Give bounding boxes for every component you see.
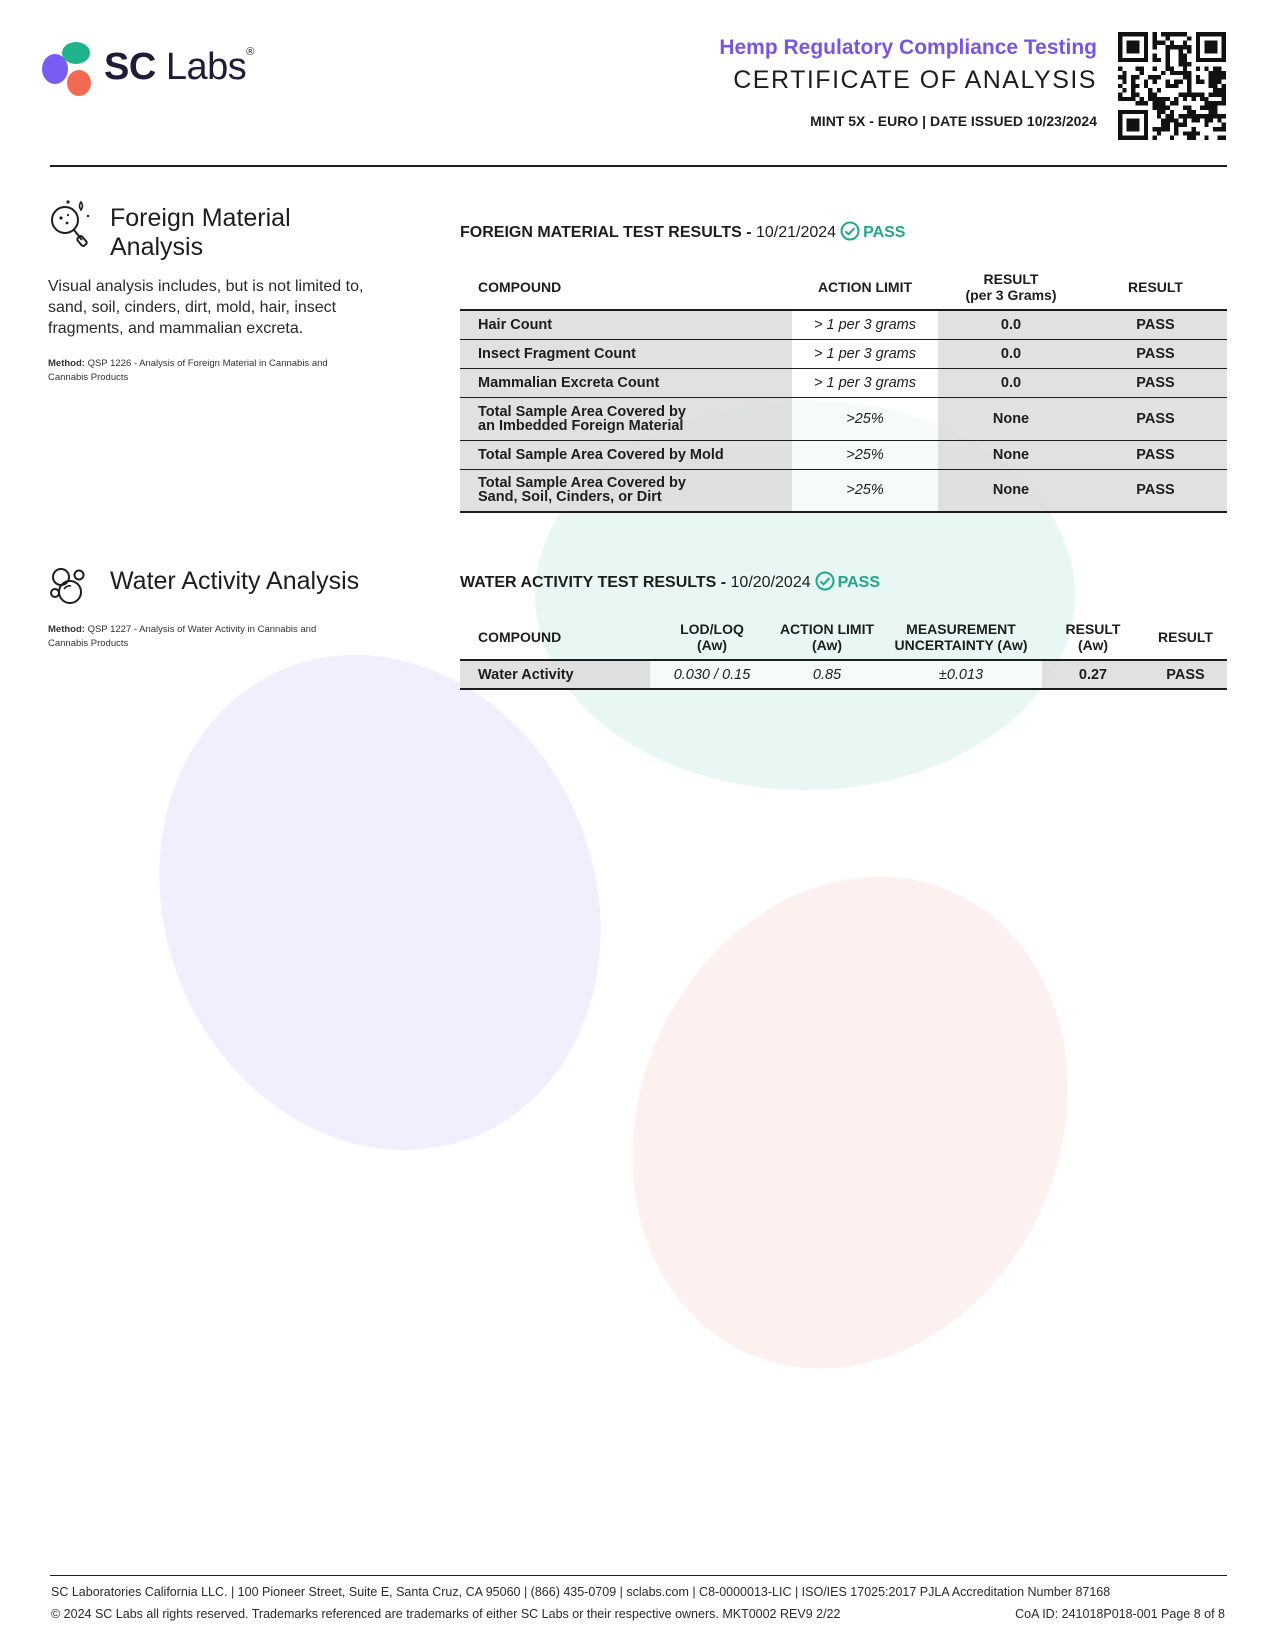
water-activity-results-heading: WATER ACTIVITY TEST RESULTS - 10/20/2024 PASS: [460, 571, 880, 592]
table-header-row: [460, 614, 1227, 660]
column-header-measurement-uncertainty: MEASUREMENT UNCERTAINTY (Aw): [880, 614, 1042, 660]
foreign-material-title: Foreign Material Analysis: [110, 204, 291, 261]
document-subtitle: Hemp Regulatory Compliance Testing: [719, 36, 1097, 59]
footer-coa-id: CoA ID: 241018P018-001 Page 8 of 8: [1015, 1607, 1225, 1621]
check-circle-icon: [815, 571, 835, 591]
document-title: CERTIFICATE OF ANALYSIS: [733, 66, 1097, 94]
column-header-compound: COMPOUND: [460, 614, 650, 660]
column-header-result-aw: RESULT (Aw): [1042, 614, 1144, 660]
table-row: Water Activity 0.030 / 0.15 0.85 ±0.013 0.27 PASS: [460, 660, 1227, 689]
microscope-icon: [48, 198, 94, 252]
table-row: Mammalian Excreta Count > 1 per 3 grams 0.0 PASS: [460, 368, 1227, 397]
column-header-compound: COMPOUND: [460, 264, 792, 310]
foreign-material-table: [460, 264, 1227, 513]
table-row: Insect Fragment Count > 1 per 3 grams 0.0 PASS: [460, 339, 1227, 368]
water-activity-pass-badge: PASS: [837, 574, 880, 591]
table-row: Total Sample Area Covered by Sand, Soil, Cinders, or Dirt >25% None PASS: [460, 469, 1227, 512]
sc-labs-logo: [42, 40, 272, 100]
foreign-material-method: Method: QSP 1226 - Analysis of Foreign Material in Cannabis and Cannabis Products: [48, 358, 328, 383]
check-circle-icon: [840, 221, 860, 241]
table-row: Total Sample Area Covered by Mold >25% None PASS: [460, 440, 1227, 469]
document-meta: MINT 5X - EURO | DATE ISSUED 10/23/2024: [810, 113, 1097, 129]
table-header-row: [460, 264, 1227, 310]
column-header-action-limit: ACTION LIMIT: [792, 264, 938, 310]
foreign-material-pass-badge: PASS: [863, 224, 906, 241]
bubbles-icon: [48, 566, 90, 606]
footer-divider: [50, 1575, 1227, 1576]
column-header-action-limit: ACTION LIMIT (Aw): [774, 614, 880, 660]
footer-copyright: © 2024 SC Labs all rights reserved. Trademarks referenced are trademarks of either SC Labs or their respective owners. MKT0002 REV9 2/22: [51, 1607, 841, 1621]
footer-address: SC Laboratories California LLC. | 100 Pioneer Street, Suite E, Santa Cruz, CA 95060 | (866) 435-0709 | sclabs.com | C8-0000013-LIC | ISO/IES 17025:2017 PJLA Accreditation Number 87168: [51, 1585, 1111, 1599]
qr-code-icon: [1118, 32, 1226, 140]
column-header-result: RESULT: [1144, 614, 1227, 660]
table-row: Total Sample Area Covered by an Imbedded Foreign Material >25% None PASS: [460, 397, 1227, 440]
document-header: [719, 36, 1097, 129]
water-activity-title: Water Activity Analysis: [110, 567, 360, 595]
water-activity-method: Method: QSP 1227 - Analysis of Water Activity in Cannabis and Cannabis Products: [48, 624, 317, 649]
table-row: Hair Count > 1 per 3 grams 0.0 PASS: [460, 310, 1227, 339]
column-header-result: RESULT: [1084, 264, 1227, 310]
foreign-material-description: Visual analysis includes, but is not limited to, sand, soil, cinders, dirt, mold, hair, insect fragments, and mammalian excreta.: [48, 278, 364, 337]
water-activity-table: [460, 614, 1227, 690]
brand-wordmark: SC Labs®: [104, 46, 254, 88]
column-header-result-per-grams: RESULT (per 3 Grams): [938, 264, 1084, 310]
column-header-lod-loq: LOD/LOQ (Aw): [650, 614, 774, 660]
foreign-material-results-heading: FOREIGN MATERIAL TEST RESULTS - 10/21/2024 PASS: [460, 221, 905, 242]
header-divider: [50, 165, 1227, 167]
